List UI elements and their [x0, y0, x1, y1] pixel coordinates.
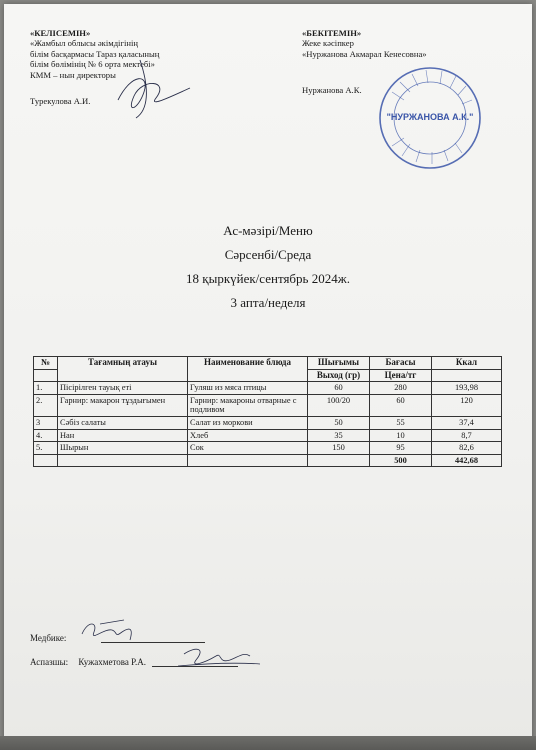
row-num: 3 — [34, 416, 58, 429]
cook-label: Аспазшы: — [30, 657, 69, 667]
agreement-line: КММ – нын директоры — [30, 69, 116, 80]
row-kcal: 120 — [432, 394, 502, 416]
title-date: 18 қыркүйек/сентябрь 2024ж. — [186, 271, 350, 286]
header-kcal: Ккал — [432, 357, 502, 370]
row-name-kz: Шырын — [58, 442, 188, 455]
row-output: 100/20 — [308, 394, 370, 416]
row-name-ru: Гуляш из мяса птицы — [188, 382, 308, 395]
row-num: 4. — [34, 429, 58, 442]
row-name-kz: Сәбіз салаты — [58, 416, 188, 429]
agreement-line: «Жамбыл облысы әкімдігінің — [30, 38, 138, 49]
header-name-ru: Наименование блюда — [188, 357, 308, 382]
row-output: 50 — [308, 416, 370, 429]
agreement-signatory: Турекулова А.И. — [30, 96, 91, 107]
row-num: 2. — [34, 394, 58, 416]
approval-line: Жеке кәсіпкер — [302, 38, 354, 49]
header-num: № — [34, 357, 58, 370]
title-week: 3 апта/неделя — [230, 295, 306, 310]
row-name-ru: Салат из моркови — [188, 416, 308, 429]
row-output: 35 — [308, 429, 370, 442]
approval-line: «Нуржанова Акмарал Кенесовна» — [302, 48, 427, 59]
header-price-sub: Цена/тг — [370, 369, 432, 382]
header-output: Шығымы — [308, 357, 370, 370]
nurse-label: Медбике: — [30, 633, 67, 643]
cook-signature-mark — [178, 649, 260, 666]
header-name-kz: Тағамның атауы — [58, 357, 188, 382]
row-output: 60 — [308, 382, 370, 395]
stamp-name: "НУРЖАНОВА А.К." — [386, 112, 474, 122]
row-price: 280 — [370, 382, 432, 395]
total-price: 500 — [370, 454, 432, 467]
agreement-heading: «КЕЛІСЕМІН» — [30, 28, 91, 38]
total-kcal: 442,68 — [432, 454, 502, 467]
row-kcal: 8,7 — [432, 429, 502, 442]
nurse-signature-mark — [82, 620, 131, 640]
title-weekday: Сәрсенбі/Среда — [224, 247, 312, 262]
header-output-sub: Выход (гр) — [308, 369, 370, 382]
row-kcal: 193,98 — [432, 382, 502, 395]
header-price: Бағасы — [370, 357, 432, 370]
row-name-kz: Гарнир: макарон тұздығымен — [58, 394, 188, 416]
row-name-kz: Пісірілген тауық еті — [58, 382, 188, 395]
agreement-line: білім басқармасы Тараз қаласының — [30, 48, 160, 59]
row-kcal: 37,4 — [432, 416, 502, 429]
row-name-ru: Гарнир: макароны отварные с подливом — [188, 394, 308, 416]
row-num: 5. — [34, 442, 58, 455]
round-stamp — [380, 68, 480, 168]
row-num: 1. — [34, 382, 58, 395]
row-name-kz: Нан — [58, 429, 188, 442]
director-signature-mark — [118, 60, 190, 118]
row-price: 95 — [370, 442, 432, 455]
row-kcal: 82,6 — [432, 442, 502, 455]
title-menu: Ас-мәзірі/Меню — [223, 223, 313, 238]
approval-signatory: Нуржанова А.К. — [302, 85, 362, 96]
row-name-ru: Сок — [188, 442, 308, 455]
approval-heading: «БЕКІТЕМІН» — [302, 28, 362, 38]
agreement-line: білім бөлімінің № 6 орта мектебі» — [30, 59, 155, 70]
row-name-ru: Хлеб — [188, 429, 308, 442]
row-price: 55 — [370, 416, 432, 429]
row-price: 60 — [370, 394, 432, 416]
cook-name: Кужахметова Р.А. — [78, 657, 147, 667]
row-price: 10 — [370, 429, 432, 442]
row-output: 150 — [308, 442, 370, 455]
